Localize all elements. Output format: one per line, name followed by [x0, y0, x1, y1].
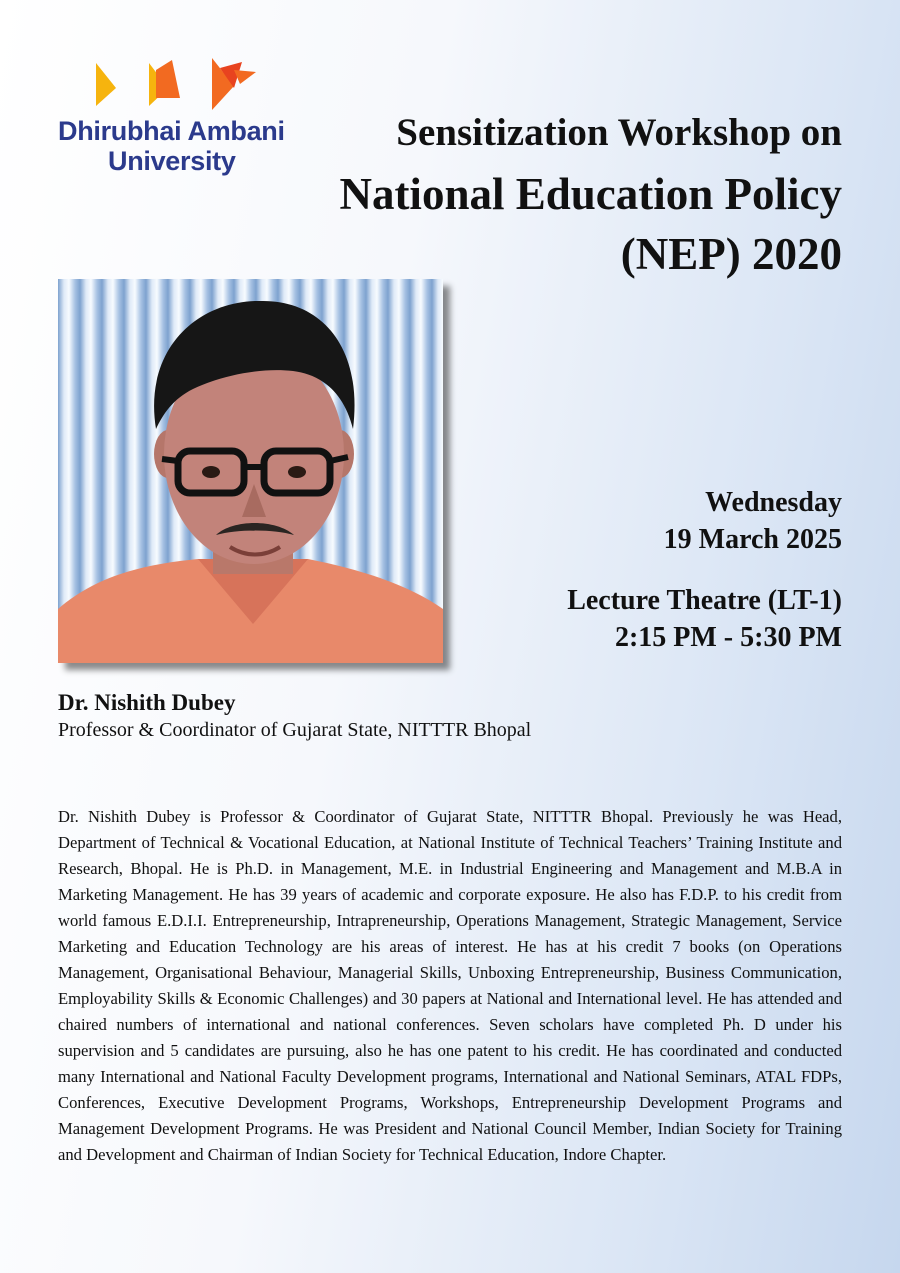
event-date: 19 March 2025 [663, 524, 842, 555]
university-name-line1: Dhirubhai Ambani [58, 116, 285, 146]
event-details [567, 484, 842, 656]
university-name-line2: University [108, 146, 236, 176]
speaker-name: Dr. Nishith Dubey [58, 690, 236, 715]
event-time: 2:15 PM - 5:30 PM [614, 622, 842, 653]
event-venue: Lecture Theatre (LT-1) [567, 585, 842, 616]
speaker-designation: Professor & Coordinator of Gujarat State, NITTTR Bhopal [58, 719, 532, 741]
speaker-photo [58, 279, 443, 663]
bird-logo-icon [94, 58, 264, 114]
event-day: Wednesday [705, 487, 842, 518]
speaker-bio: Dr. Nishith Dubey is Professor & Coordinator of Gujarat State, NITTTR Bhopal. Previously he was Head, Department of Technical & Vocational Education, at National Institute of Technical Teachers’ Training Institute and Research, Bhopal. He is Ph.D. in Management, M.E. in Industrial Engineering and Management and M.B.A in Marketing Management. He has 39 years of academic and corporate exposure. He also has F.D.P. to his credit from world famous E.D.I.I. Entrepreneurship, Intrapreneurship, Operations Management, Strategic Management, Service Marketing and Education Technology are his areas of interest. He has at his credit 7 books (on Operations Management, Organisational Behaviour, Managerial Skills, Unboxing Entrepreneurship, Business Communication, Employability Skills & Economic Challenges) and 30 papers at National and International level. He has attended and chaired numbers of international and national conferences. Seven scholars have completed Ph. D under his supervision and 5 candidates are pursuing, also he has one patent to his credit. He has coordinated and conducted many International and National Faculty Development programs, International and National Seminars, ATAL FDPs, Conferences, Executive Development Programs, Workshops, Entrepreneurship Development Programs and Management Development Programs. He was President and National Council Member, Indian Society for Training and Development and Chairman of Indian Society for Technical Education, Indore Chapter. [58, 807, 842, 1164]
title-line2: National Education Policy [339, 169, 842, 219]
university-logo [58, 58, 298, 183]
workshop-title [282, 110, 842, 284]
title-line3: (NEP) 2020 [620, 229, 842, 279]
title-line1: Sensitization Workshop on [396, 111, 842, 154]
